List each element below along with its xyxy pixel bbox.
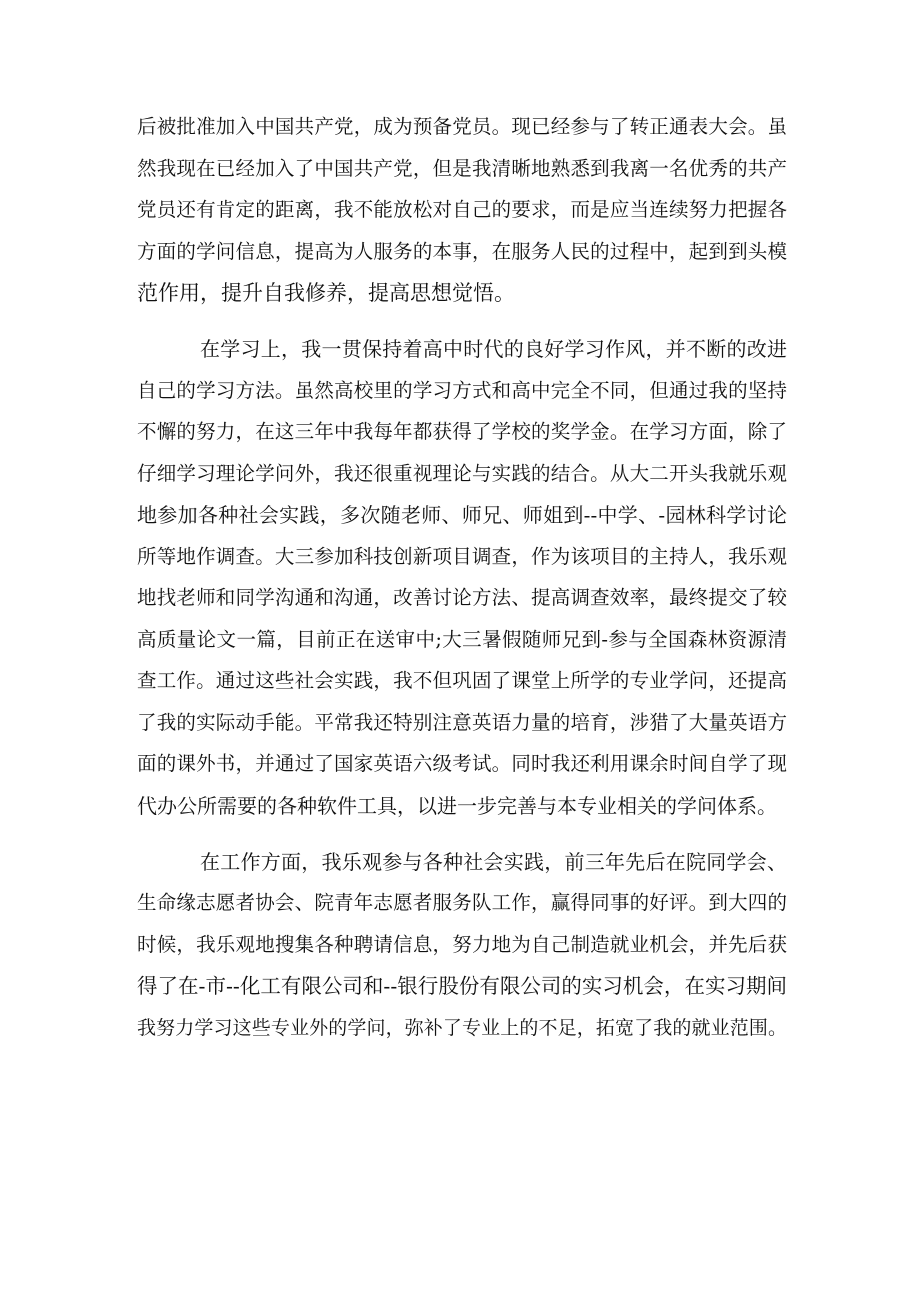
paragraph-line: 方面的学问信息，提高为人服务的本事，在服务人民的过程中，起到到头模 (137, 240, 787, 263)
paragraph-line: 代办公所需要的各种软件工具，以进一步完善与本专业相关的学问体系。 (137, 794, 777, 818)
paragraph-line: 在学习上，我一贯保持着高中时代的良好学习作风，并不断的改进 (200, 337, 787, 361)
paragraph-line: 所等地作调查。大三参加科技创新项目调查，作为该项目的主持人，我乐观 (137, 545, 787, 568)
paragraph-line: 然我现在已经加入了中国共产党，但是我清晰地熟悉到我离一名优秀的共产 (137, 157, 787, 180)
paragraph-line: 不懈的努力，在这三年中我每年都获得了学校的奖学金。在学习方面，除了 (137, 420, 787, 443)
paragraph-line: 时候，我乐观地搜集各种聘请信息，努力地为自己制造就业机会，并先后获 (137, 933, 787, 956)
paragraph-line: 查工作。通过这些社会实践，我不但巩固了课堂上所学的专业学问，还提高 (137, 669, 787, 692)
paragraph-line: 我努力学习这些专业外的学问，弥补了专业上的不足，拓宽了我的就业范围。 (137, 1017, 787, 1039)
paragraph-line: 仔细学习理论学问外，我还很重视理论与实践的结合。从大二开头我就乐观 (137, 462, 787, 485)
paragraph-line: 地找老师和同学沟通和沟通，改善讨论方法、提高调查效率，最终提交了较 (137, 586, 787, 609)
paragraph-line: 地参加各种社会实践，多次随老师、师兄、师姐到--中学、-园林科学讨论 (137, 503, 787, 527)
paragraph-line: 生命缘志愿者协会、院青年志愿者服务队工作，赢得同事的好评。到大四的 (137, 891, 787, 914)
paragraph-line: 在工作方面，我乐观参与各种社会实践，前三年先后在院同学会、 (200, 850, 787, 874)
paragraph-line: 范作用，提升自我修养，提高思想觉悟。 (137, 281, 515, 305)
paragraph-line: 面的课外书，并通过了国家英语六级考试。同时我还利用课余时间自学了现 (137, 752, 787, 775)
paragraph-line: 自己的学习方法。虽然高校里的学习方式和高中完全不同，但通过我的坚持 (137, 379, 787, 402)
paragraph-line: 后被批准加入中国共产党，成为预备党员。现已经参与了转正通表大会。虽 (137, 115, 787, 138)
paragraph-line: 高质量论文一篇，目前正在送审中;大三暑假随师兄到-参与全国森林资源清 (137, 628, 787, 651)
paragraph-line: 得了在-市--化工有限公司和--银行股份有限公司的实习机会，在实习期间 (137, 974, 787, 998)
paragraph-line: 了我的实际动手能。平常我还特别注意英语力量的培育，涉猎了大量英语方 (137, 711, 787, 734)
paragraph-line: 党员还有肯定的距离，我不能放松对自己的要求，而是应当连续努力把握各 (137, 198, 787, 221)
